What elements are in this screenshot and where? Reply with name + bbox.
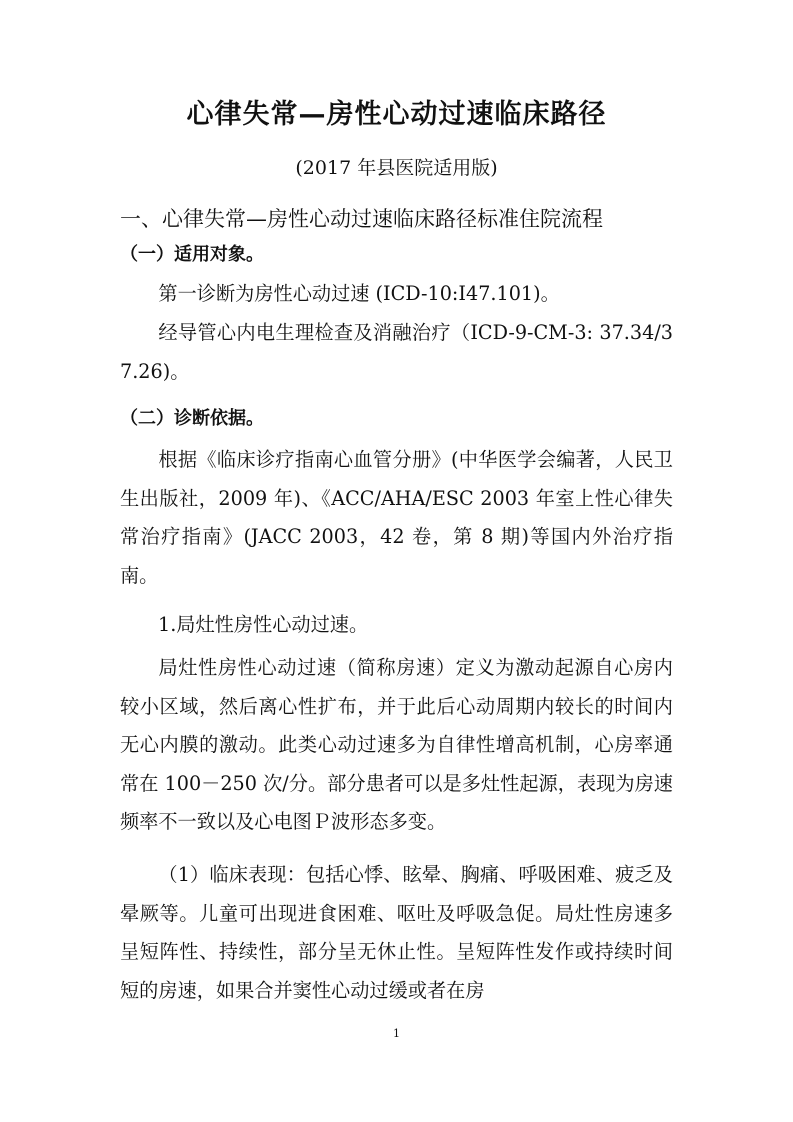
paragraph-clinical-manifestation: （1）临床表现：包括心悸、眩晕、胸痛、呼吸困难、疲乏及晕厥等。儿童可出现进食困难、呕吐及呼吸急促。局灶性房速多呈短阵性、持续性，部分呈无休止性。呈短阵性发作或持续时间短的房速，如果合并窦性心动过缓或者在房 [120, 863, 673, 1002]
paragraph-primary-diagnosis: 第一诊断为房性心动过速 (ICD-10:I47.101)。 [158, 282, 560, 305]
paragraph-focal-at-definition: 局灶性房性心动过速（简称房速）定义为激动起源自心房内较小区域，然后离心性扩布，并于此后心动周期内较长的时间内无心内膜的激动。此类心动过速多为自律性增高机制，心房率通常在 100－250 次/分。部分患者可以是多灶性起源，表现为房速频率不一致以及心电图Ｐ波形态多变。 [120, 656, 673, 833]
document-title: 心律失常—房性心动过速临床路径 [186, 99, 607, 130]
paragraph-procedure: 经导管心内电生理检查及消融治疗（ICD-9-CM-3: 37.34/37.26)。 [120, 321, 673, 383]
list-item-focal-at: 1.局灶性房性心动过速。 [158, 613, 369, 636]
document-subtitle: (2017 年县医院适用版) [295, 157, 498, 179]
subsection-heading-diagnosis-basis: （二）诊断依据。 [120, 408, 264, 429]
subsection-heading-applicable: （一）适用对象。 [120, 244, 264, 265]
page-number: 1 [393, 1027, 400, 1040]
section-heading-1: 一、心律失常—房性心动过速临床路径标准住院流程 [120, 207, 603, 231]
paragraph-guidelines: 根据《临床诊疗指南心血管分册》(中华医学会编著，人民卫生出版社，2009 年)、《ACC/AHA/ESC 2003 年室上性心律失常治疗指南》(JACC 2003，42 卷，第 8 期)等国内外治疗指南。 [120, 448, 673, 587]
